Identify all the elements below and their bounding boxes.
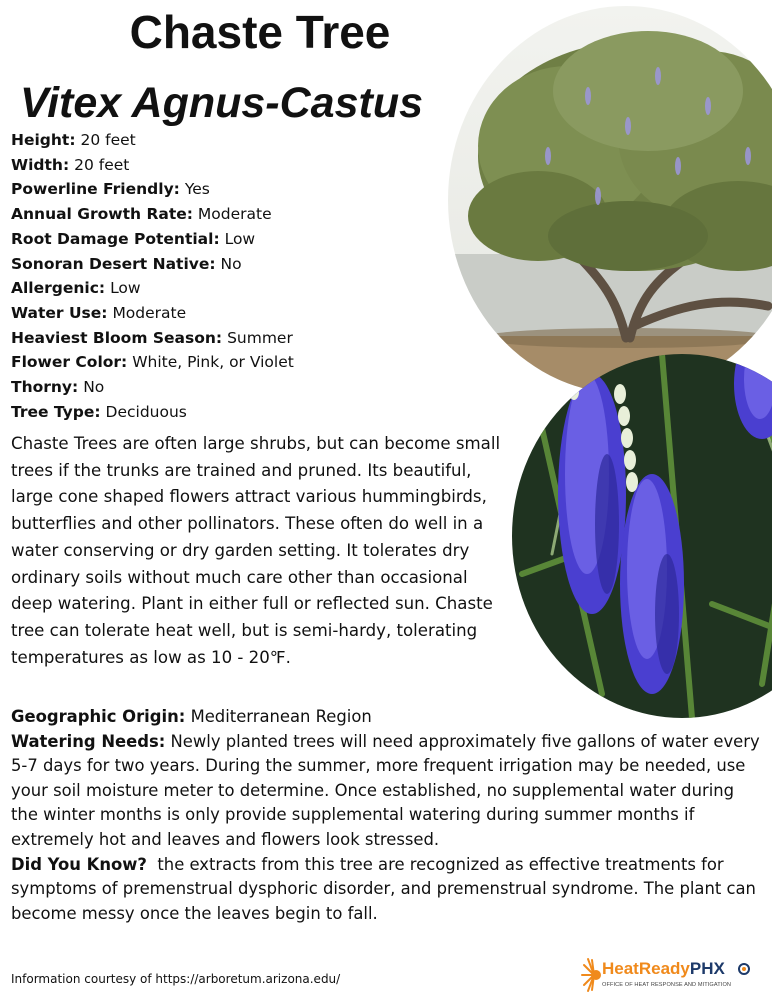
fact-label: Sonoran Desert Native:	[11, 254, 216, 273]
source-credit: Information courtesy of https://arboretum.arizona.edu/	[11, 972, 341, 986]
fact-powerline-friendly	[11, 177, 451, 202]
fact-label: Heaviest Bloom Season:	[11, 328, 223, 347]
heatready-phx-logo	[580, 955, 758, 997]
fact-label: Allergenic:	[11, 279, 106, 298]
logo-tagline: OFFICE OF HEAT RESPONSE AND MITIGATION	[602, 982, 732, 988]
logo-name-part1: HeatReady	[602, 959, 690, 978]
tree-photo	[448, 6, 772, 394]
origin-line	[11, 705, 766, 730]
fact-value: Moderate	[112, 303, 187, 322]
watering-label: Watering Needs:	[11, 731, 166, 751]
fact-label: Tree Type:	[11, 402, 101, 421]
fact-tree-type	[11, 400, 451, 425]
logo-name-part2: PHX	[689, 959, 725, 978]
fact-heaviest-bloom-season	[11, 326, 451, 351]
fact-label: Root Damage Potential:	[11, 229, 220, 248]
fact-value: Deciduous	[105, 402, 187, 421]
fact-value: Yes	[184, 180, 210, 199]
fact-label: Powerline Friendly:	[11, 180, 180, 199]
fact-root-damage-potential	[11, 227, 451, 252]
fact-value: Summer	[227, 328, 293, 347]
fact-value: 20 feet	[80, 131, 136, 149]
fact-label: Thorny:	[11, 378, 79, 397]
details-section	[11, 705, 766, 926]
origin-value: Mediterranean Region	[190, 707, 372, 726]
fact-label: Flower Color:	[11, 353, 128, 372]
scientific-name: Vitex Agnus-Castus	[20, 79, 423, 127]
fact-value: White, Pink, or Violet	[132, 353, 294, 372]
fact-value: Low	[110, 279, 141, 298]
did-you-know-label: Did You Know?	[11, 854, 147, 874]
watering-paragraph	[11, 730, 766, 853]
sun-icon	[580, 955, 602, 995]
fact-width	[11, 153, 451, 178]
fact-allergenic	[11, 276, 451, 301]
did-you-know-value: the extracts from this tree are recognized as effective treatments for symptoms of premenstrual dysphoric disorder, and premenstrual syndrome. The plant can become messy once the leaves begin to fall.	[11, 854, 756, 923]
fact-flower-color	[11, 350, 451, 375]
fact-sonoran-desert-native	[11, 252, 451, 277]
fact-label: Annual Growth Rate:	[11, 205, 193, 224]
thermometer-icon	[738, 963, 750, 975]
fact-list	[11, 128, 451, 424]
fact-label: Water Use:	[11, 303, 108, 322]
description-paragraph: Chaste Trees are often large shrubs, but can become small trees if the trunks are trained and pruned. Its beautiful, large cone shaped flowers attract various hummingbirds, butterflies and other pollinators. These often do well in a water conserving or dry garden setting. It tolerates dry ordinary soils without much care other than occasional deep watering. Plant in either full or reflected sun. Chaste tree can tolerate heat well, but is semi-hardy, tolerating temperatures as low as 10 - 20℉.	[11, 434, 501, 667]
fact-label: Width:	[11, 155, 70, 174]
did-you-know-paragraph	[11, 853, 766, 927]
fact-label: Height:	[11, 131, 76, 149]
logo-wordmark	[602, 959, 725, 979]
fact-value: Low	[224, 229, 256, 248]
origin-label: Geographic Origin:	[11, 707, 186, 726]
fact-annual-growth-rate	[11, 202, 451, 227]
fact-value: 20 feet	[74, 155, 130, 174]
fact-height	[11, 128, 451, 153]
fact-water-use	[11, 301, 451, 326]
page-title: Chaste Tree	[129, 6, 391, 58]
fact-value: Moderate	[197, 205, 272, 224]
fact-value: No	[83, 378, 105, 397]
watering-value: Newly planted trees will need approximately five gallons of water every 5-7 days for two years. During the summer, more frequent irrigation may be needed, use your soil moisture meter to determine. Once established, no supplemental water during the winter months is only provide supplemental watering during summer months if extremely hot and leaves and flowers look stressed.	[11, 731, 760, 849]
fact-thorny	[11, 375, 451, 400]
fact-value: No	[220, 254, 242, 273]
flower-photo	[512, 354, 772, 718]
